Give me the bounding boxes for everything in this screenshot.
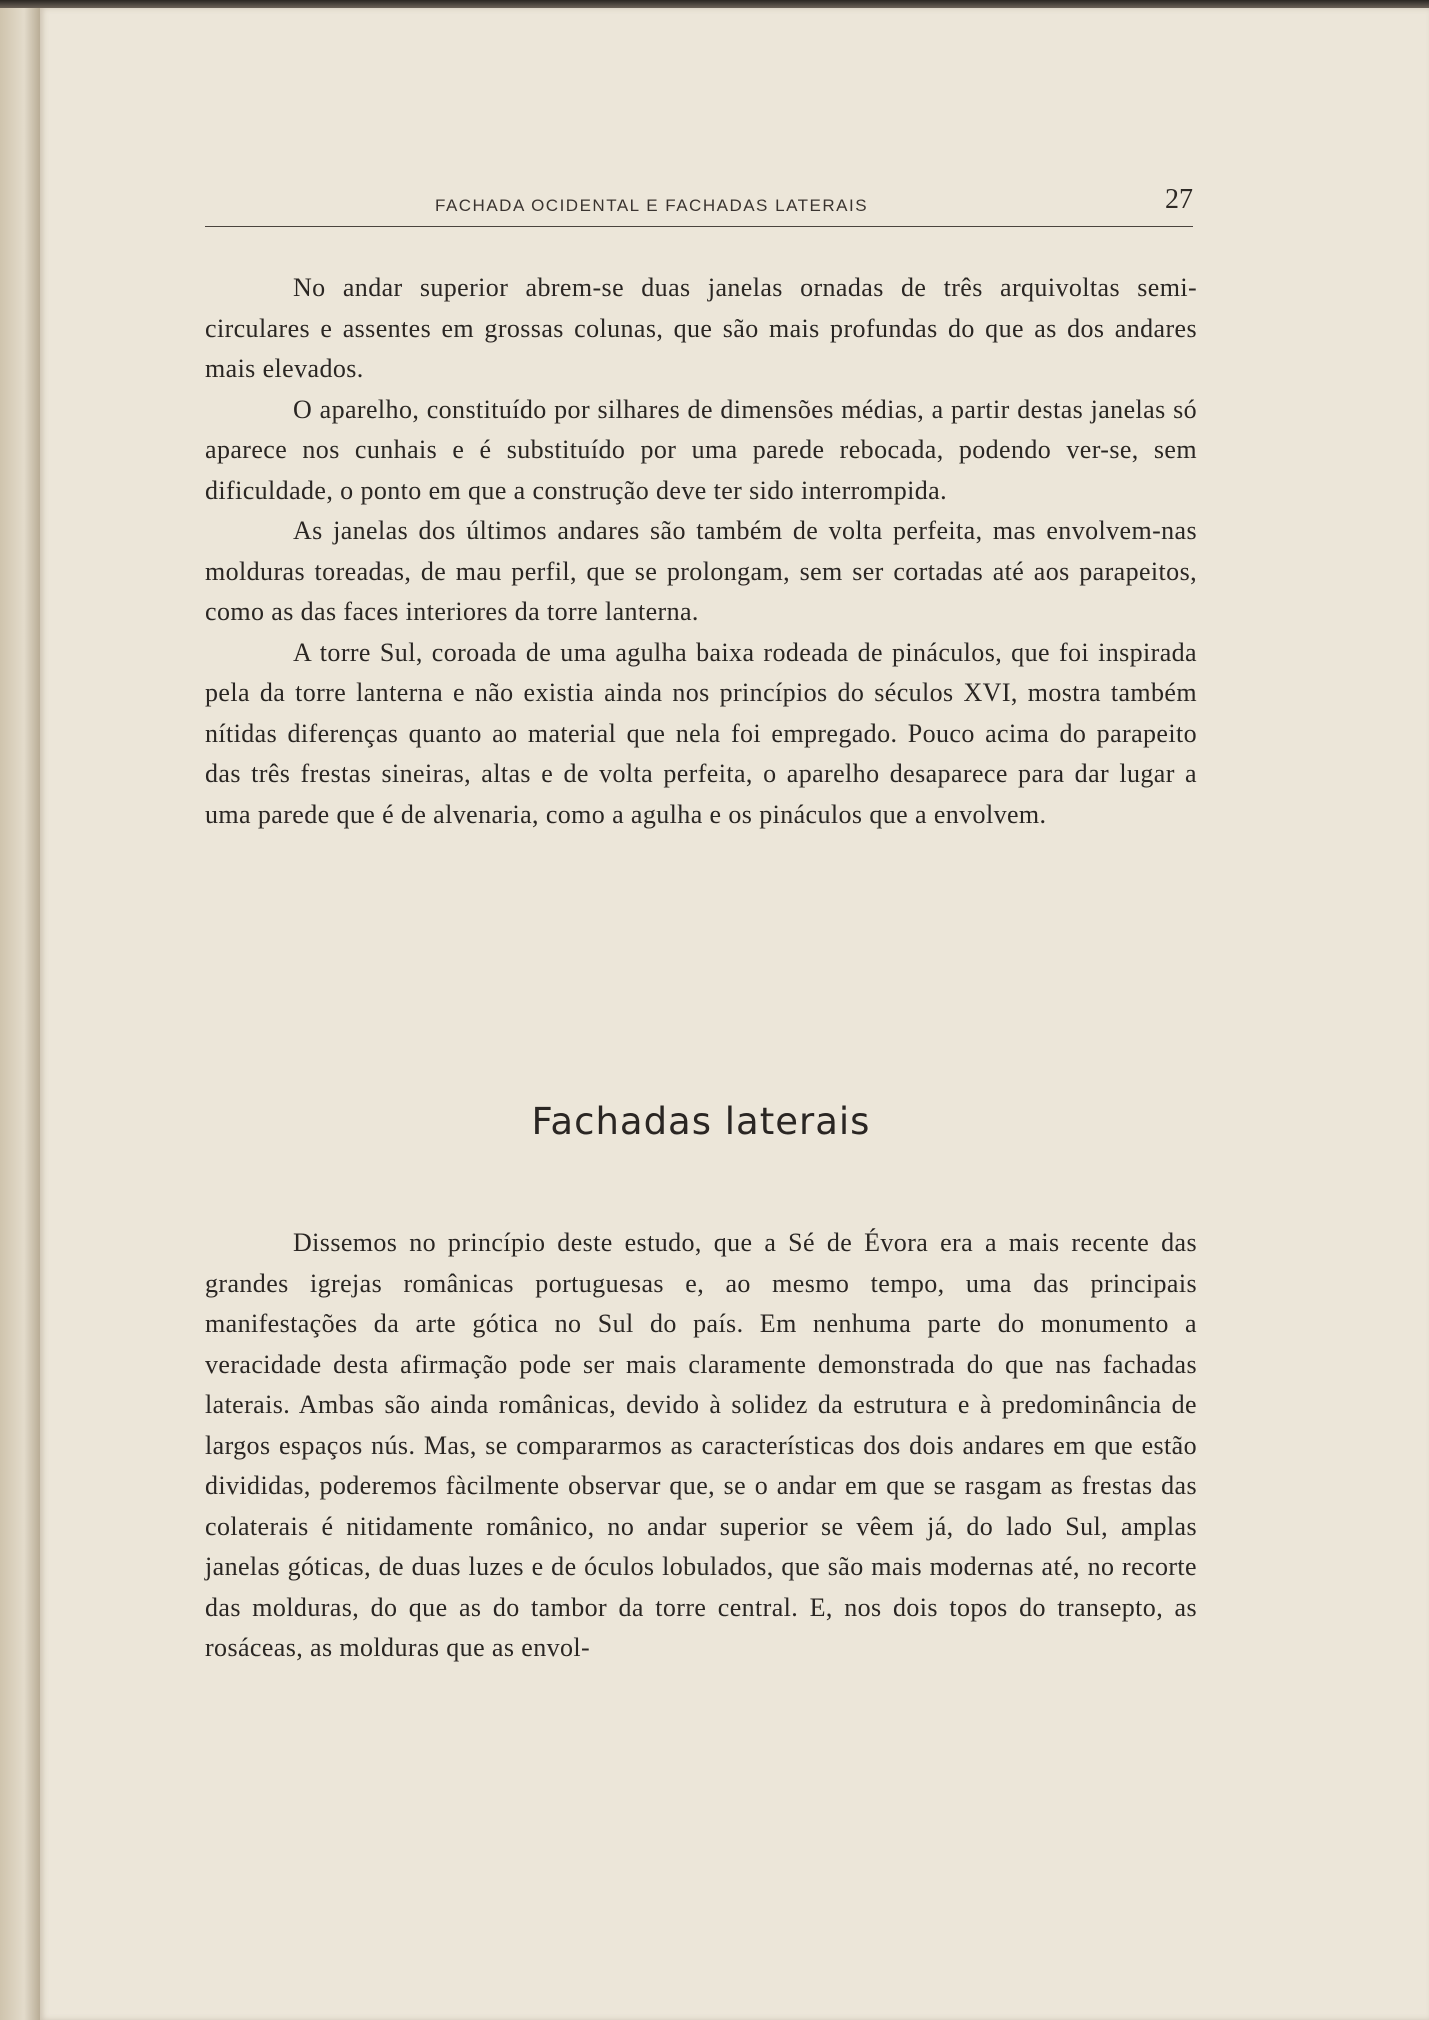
page-header	[205, 180, 1193, 228]
running-title: FACHADA OCIDENTAL E FACHADAS LATERAIS	[435, 196, 869, 215]
page-number: 27	[1165, 184, 1193, 215]
paragraph: As janelas dos últimos andares são também de volta perfeita, mas envolvem-nas molduras toreadas, de mau perfil, que se prolongam, sem ser cortadas até aos parapeitos, como as das faces interiores da torre lanterna.	[205, 516, 1197, 626]
body-text-section-1	[205, 268, 1197, 835]
paragraph: No andar superior abrem-se duas janelas ornadas de três arquivoltas semi-circulares e assentes em grossas colunas, que são mais profundas do que as dos andares mais elevados.	[205, 273, 1197, 383]
binding-strip	[0, 8, 40, 2020]
section-heading: Fachadas laterais	[531, 1100, 871, 1143]
body-text-section-2	[205, 1223, 1197, 1669]
page-top-edge	[0, 0, 1429, 8]
header-rule	[205, 226, 1193, 227]
paragraph: O aparelho, constituído por silhares de dimensões médias, a partir destas janelas só aparece nos cunhais e é substituído por uma parede rebocada, podendo ver-se, sem dificuldade, o ponto em que a construção deve ter sido interrompida.	[205, 394, 1197, 505]
paragraph: A torre Sul, coroada de uma agulha baixa rodeada de pináculos, que foi inspirada pela da torre lanterna e não existia ainda nos princípios do séculos XVI, mostra também nítidas diferenças quanto ao material que nela foi empregado. Pouco acima do parapeito das três frestas sineiras, altas e de volta perfeita, o aparelho desaparece para dar lugar a uma parede que é de alvenaria, como a agulha e os pináculos que a envolvem.	[205, 637, 1197, 829]
paragraph: Dissemos no princípio deste estudo, que a Sé de Évora era a mais recente das grandes igrejas românicas portuguesas e, ao mesmo tempo, uma das principais manifestações da arte gótica no Sul do país. Em nenhuma parte do monumento a veracidade desta afirmação pode ser mais claramente demonstrada do que nas fachadas laterais. Ambas são ainda românicas, devido à solidez da estrutura e à predominância de largos espaços nús. Mas, se compararmos as características dos dois andares em que estão divididas, poderemos fàcilmente observar que, se o andar em que se rasgam as frestas das colaterais é nitidamente românico, no andar superior se vêem já, do lado Sul, amplas janelas góticas, de duas luzes e de óculos lobulados, que são mais modernas até, no recorte das molduras, do que as do tambor da torre central. E, nos dois topos do transepto, as rosáceas, as molduras que as envol-	[205, 1228, 1197, 1662]
